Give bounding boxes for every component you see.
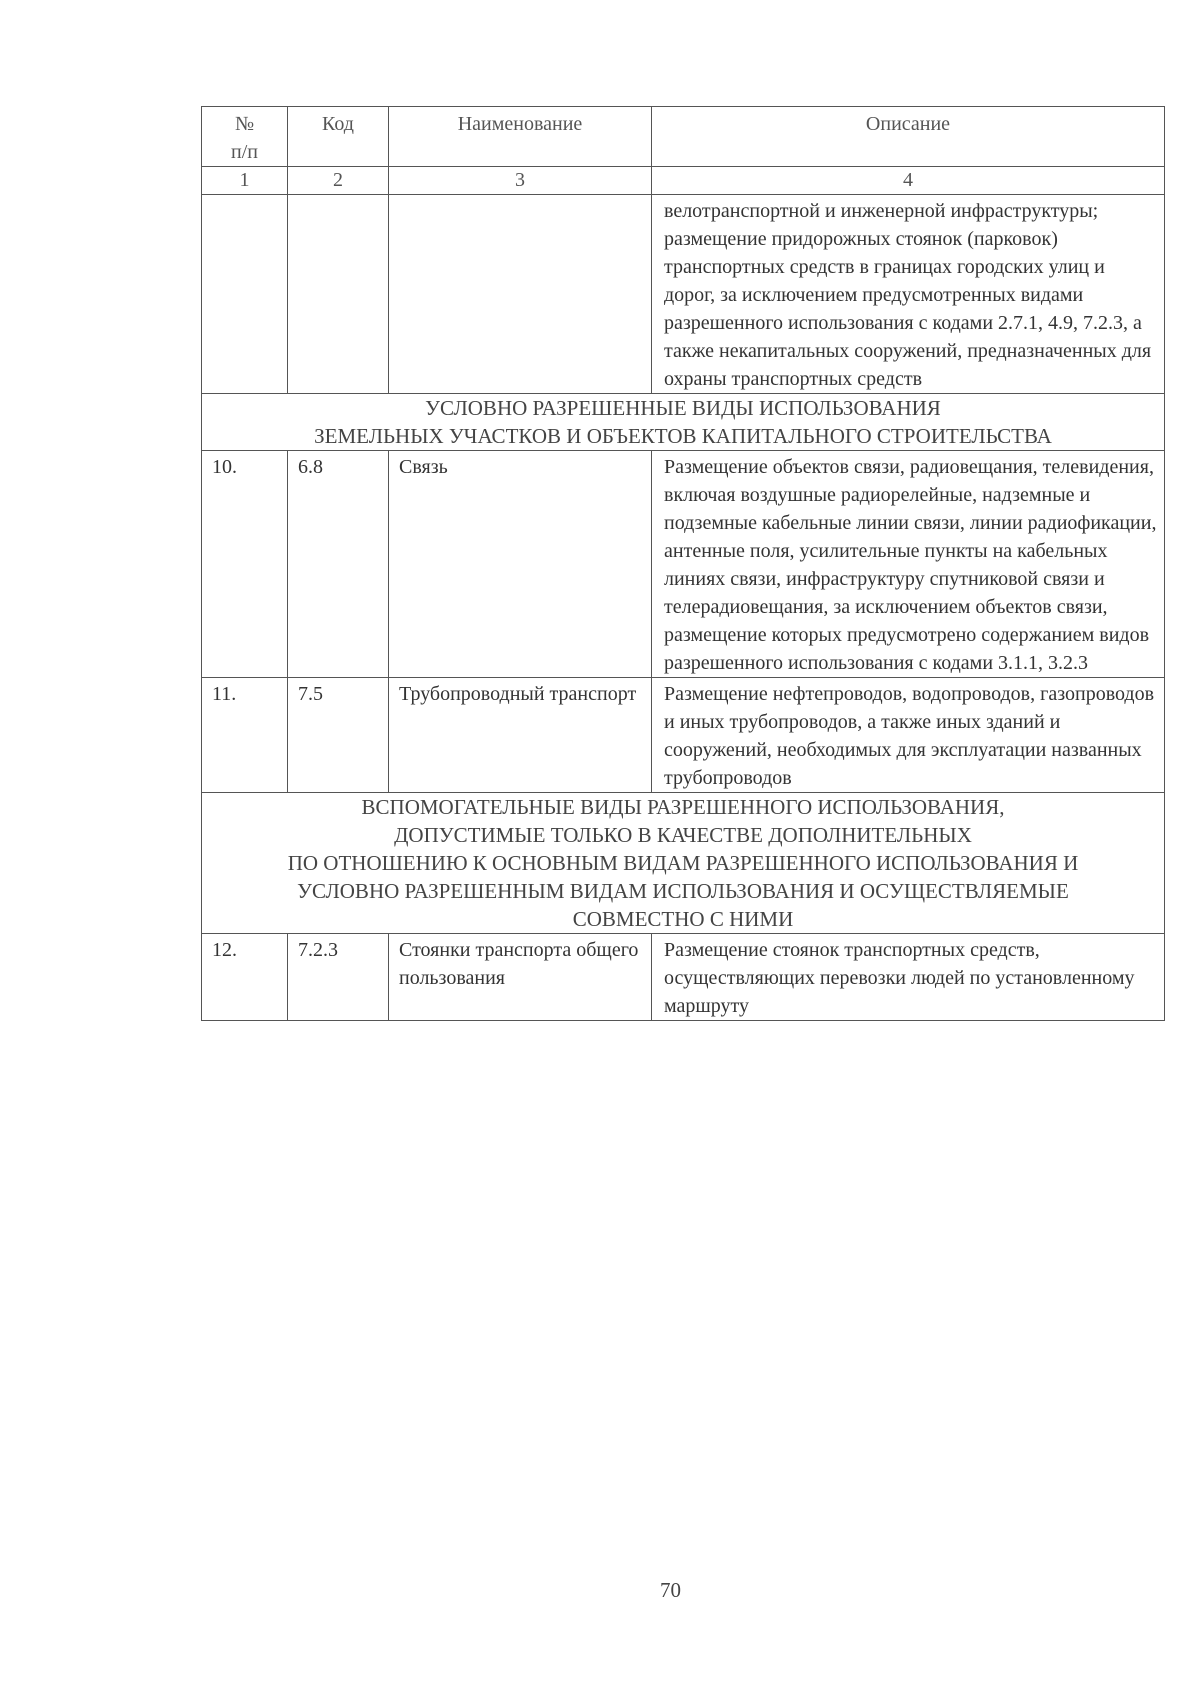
header-row <box>202 107 1165 167</box>
cell-code: 7.5 <box>288 678 389 793</box>
cell-code <box>288 195 389 394</box>
column-number-row <box>202 167 1165 195</box>
section-row <box>202 793 1165 934</box>
cell-name <box>389 195 652 394</box>
cell-name: Стоянки транспорта общего пользования <box>389 934 652 1021</box>
cell-description: Размещение нефтепроводов, водопроводов, газопроводов и иных трубопроводов, а также иных зданий и сооружений, необходимых для эксплуатации названных трубопроводов <box>652 678 1165 793</box>
cell-description: Размещение объектов связи, радиовещания, телевидения, включая воздушные радиорелейные, надземные и подземные кабельные линии связи, линии радиофикации, антенные поля, усилительные пункты на кабельных линиях связи, инфраструктуру спутниковой связи и телерадиовещания, за исключением объектов связи, размещение которых предусмотрено содержанием видов разрешенного использования с кодами 3.1.1, 3.2.3 <box>652 451 1165 678</box>
table-row <box>202 195 1165 394</box>
cell-number: 11. <box>202 678 288 793</box>
cell-number: 12. <box>202 934 288 1021</box>
cell-description: велотранспортной и инженерной инфраструктуры; размещение придорожных стоянок (парковок) транспортных средств в границах городских улиц и дорог, за исключением предусмотренных видами разрешенного использования с кодами 2.7.1, 4.9, 7.2.3, а также некапитальных сооружений, предназначенных для охраны транспортных средств <box>652 195 1165 394</box>
header-number: № п/п <box>202 107 288 167</box>
column-number: 1 <box>202 167 288 195</box>
land-use-table <box>201 106 1165 1021</box>
header-code: Код <box>288 107 389 167</box>
section-row <box>202 394 1165 451</box>
cell-name: Связь <box>389 451 652 678</box>
cell-number: 10. <box>202 451 288 678</box>
column-number: 2 <box>288 167 389 195</box>
column-number: 4 <box>652 167 1165 195</box>
table-row <box>202 451 1165 678</box>
section-heading-auxiliary: ВСПОМОГАТЕЛЬНЫЕ ВИДЫ РАЗРЕШЕННОГО ИСПОЛЬЗОВАНИЯ, ДОПУСТИМЫЕ ТОЛЬКО В КАЧЕСТВЕ ДОПОЛНИТЕЛЬНЫХ ПО ОТНОШЕНИЮ К ОСНОВНЫМ ВИДАМ РАЗРЕШЕННОГО ИСПОЛЬЗОВАНИЯ И УСЛОВНО РАЗРЕШЕННЫМ ВИДАМ ИСПОЛЬЗОВАНИЯ И ОСУЩЕСТВЛЯЕМЫЕ СОВМЕСТНО С НИМИ <box>202 793 1165 934</box>
header-description: Описание <box>652 107 1165 167</box>
column-number: 3 <box>389 167 652 195</box>
cell-description: Размещение стоянок транспортных средств, осуществляющих перевозки людей по установленному маршруту <box>652 934 1165 1021</box>
header-name: Наименование <box>389 107 652 167</box>
section-heading-conditional: УСЛОВНО РАЗРЕШЕННЫЕ ВИДЫ ИСПОЛЬЗОВАНИЯ ЗЕМЕЛЬНЫХ УЧАСТКОВ И ОБЪЕКТОВ КАПИТАЛЬНОГО СТРОИТЕЛЬСТВА <box>202 394 1165 451</box>
cell-code: 6.8 <box>288 451 389 678</box>
table-row <box>202 678 1165 793</box>
page-number: 70 <box>660 1578 681 1602</box>
cell-name: Трубопроводный транспорт <box>389 678 652 793</box>
cell-number <box>202 195 288 394</box>
cell-code: 7.2.3 <box>288 934 389 1021</box>
table-row <box>202 934 1165 1021</box>
